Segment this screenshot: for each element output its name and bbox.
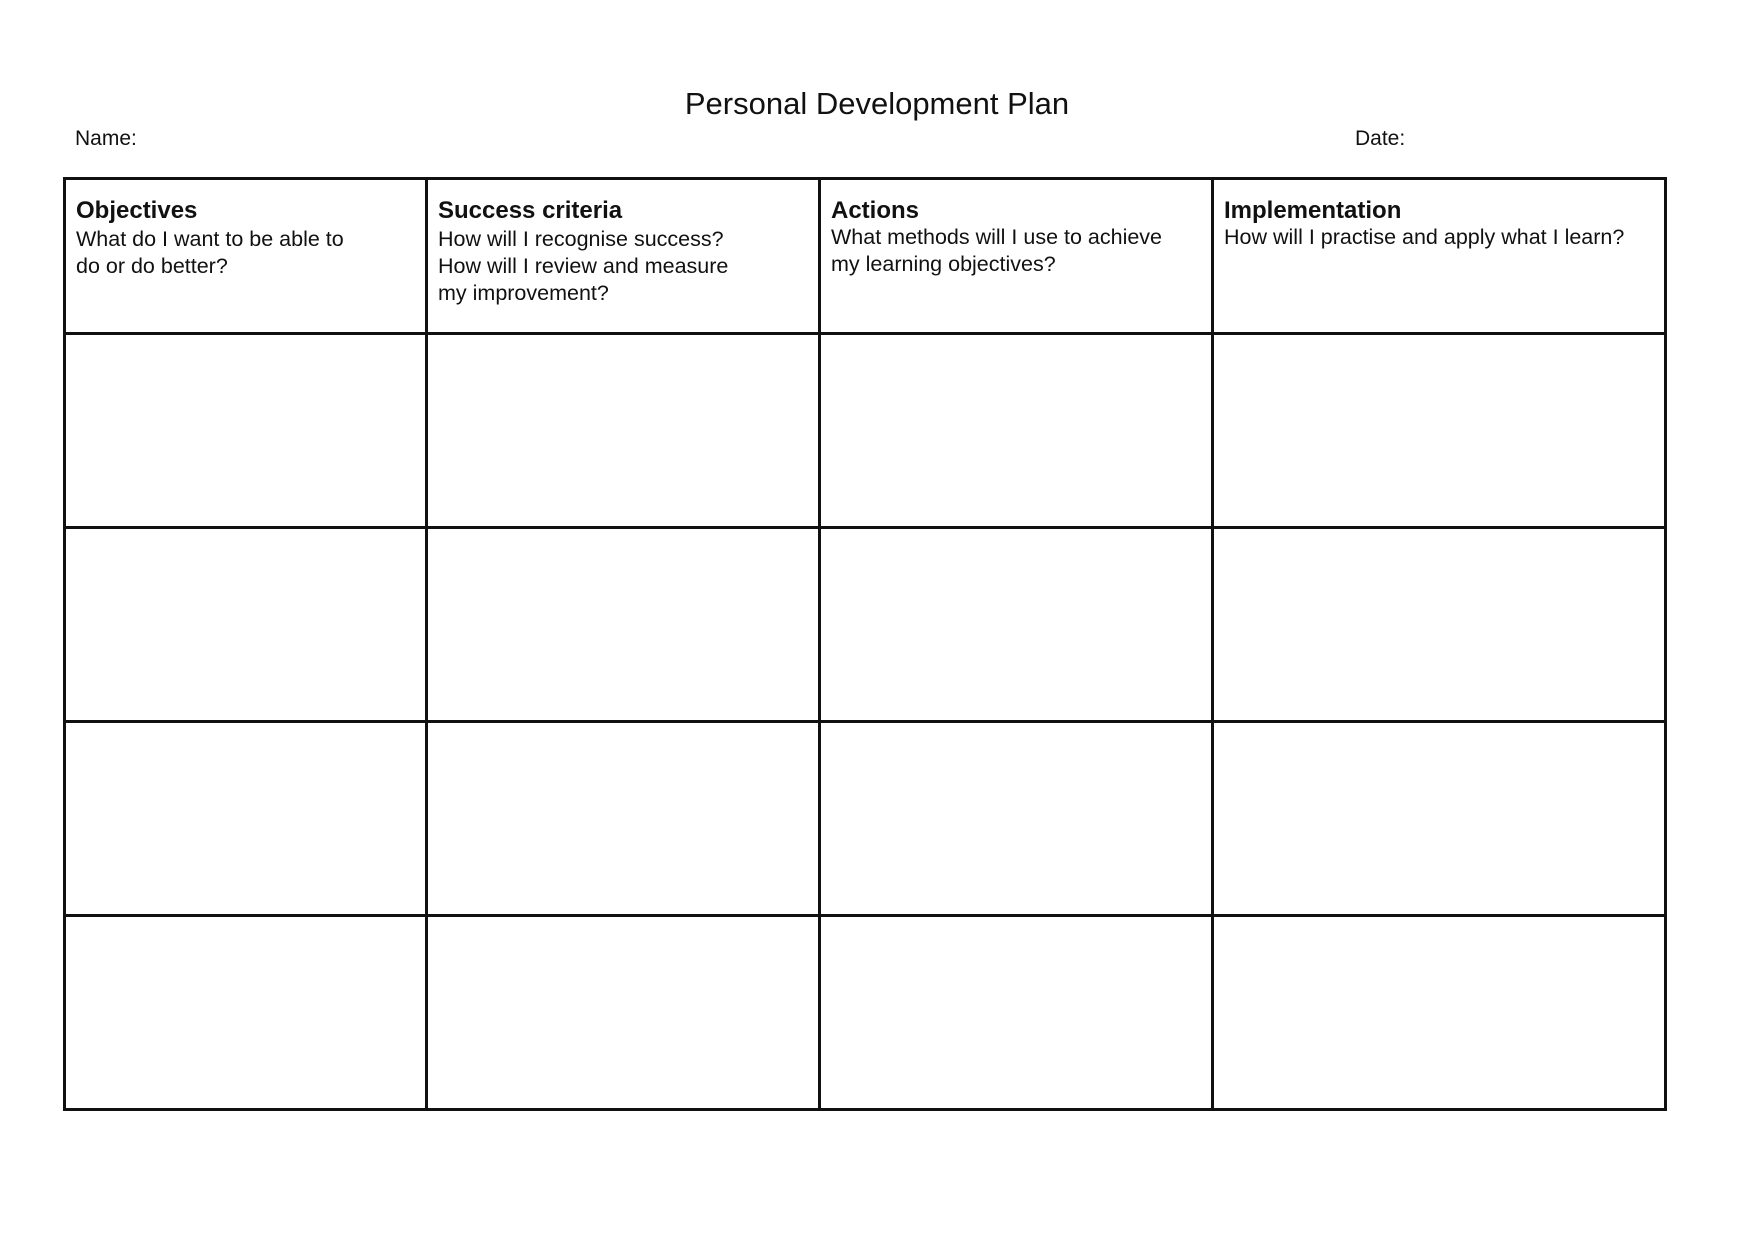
actions-cell[interactable] (820, 334, 1213, 528)
header-cell-implementation (1213, 179, 1666, 334)
actions-cell[interactable] (820, 528, 1213, 722)
implementation-cell[interactable] (1213, 334, 1666, 528)
column-prompt: What methods will I use to achieve my learning objectives? (831, 225, 1163, 276)
success-criteria-cell[interactable] (427, 916, 820, 1110)
plan-table (63, 177, 1667, 1111)
header-cell-success-criteria (427, 179, 820, 334)
actions-cell[interactable] (820, 916, 1213, 1110)
header-cell-actions (820, 179, 1213, 334)
column-prompt: How will I recognise success? How will I review and measure my improvement? (438, 227, 729, 305)
table-row (65, 528, 1666, 722)
success-criteria-cell[interactable] (427, 528, 820, 722)
column-heading: Implementation (1224, 197, 1402, 224)
name-label: Name: (75, 127, 137, 150)
implementation-cell[interactable] (1213, 722, 1666, 916)
header-row (65, 179, 1666, 334)
objectives-cell[interactable] (65, 528, 427, 722)
implementation-cell[interactable] (1213, 916, 1666, 1110)
implementation-cell[interactable] (1213, 528, 1666, 722)
success-criteria-cell[interactable] (427, 722, 820, 916)
column-prompt: What do I want to be able to do or do better? (76, 227, 344, 278)
column-heading: Objectives (76, 197, 198, 224)
date-label: Date: (1355, 127, 1406, 150)
objectives-cell[interactable] (65, 334, 427, 528)
column-heading: Success criteria (438, 197, 623, 224)
success-criteria-cell[interactable] (427, 334, 820, 528)
objectives-cell[interactable] (65, 916, 427, 1110)
column-heading: Actions (831, 197, 920, 224)
header-cell-objectives (65, 179, 427, 334)
column-prompt: How will I practise and apply what I learn? (1224, 225, 1625, 249)
table-row (65, 722, 1666, 916)
table-row (65, 334, 1666, 528)
page-title: Personal Development Plan (684, 86, 1070, 121)
table-row (65, 916, 1666, 1110)
objectives-cell[interactable] (65, 722, 427, 916)
actions-cell[interactable] (820, 722, 1213, 916)
